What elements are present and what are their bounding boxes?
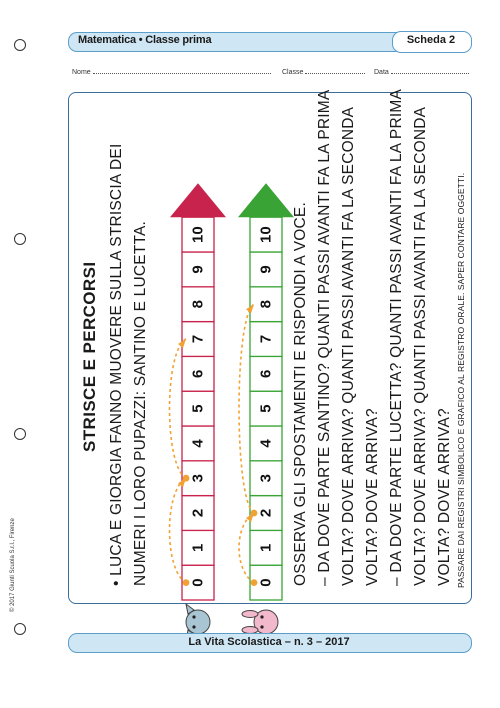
santino-jump-start-dot [183, 579, 190, 586]
lucetta-eye-icon [260, 625, 263, 628]
lucetta-strip-number: 8 [257, 300, 275, 309]
santino-strip-number: 2 [189, 508, 207, 518]
question-line: – DA DOVE PARTE SANTINO? QUANTI PASSI AVANTI FA LA PRIMA [316, 89, 333, 586]
santino-strip-number: 10 [189, 226, 207, 243]
question-line: OSSERVA GLI SPOSTAMENTI E RISPONDI A VOCE. [292, 202, 309, 586]
question-line: VOLTA? DOVE ARRIVA? [364, 408, 381, 586]
lucetta-strip-number: 4 [257, 439, 275, 448]
lucetta-strip-number: 1 [257, 543, 275, 552]
header-title: Matematica • Classe prima [78, 34, 212, 46]
lucetta-jump-start-dot [251, 579, 258, 586]
question-line: VOLTA? DOVE ARRIVA? QUANTI PASSI AVANTI FA LA SECONDA [340, 106, 357, 586]
santino-eye-icon [192, 615, 195, 618]
date-label: Data [374, 69, 389, 76]
class-label: Classe [282, 69, 304, 76]
lucetta-strip-number: 9 [257, 265, 275, 274]
sheet-number: Scheda 2 [406, 34, 456, 46]
santino-arrow-head [170, 183, 226, 217]
santino-strip-number: 7 [189, 334, 207, 344]
santino-strip-number: 8 [189, 300, 207, 309]
santino-strip-number: 9 [189, 265, 207, 274]
lucetta-strip-number: 3 [257, 474, 275, 483]
santino-strip-number: 6 [189, 369, 207, 378]
santino-jump-start-dot [183, 475, 190, 482]
santino-strip-number: 1 [189, 543, 207, 552]
worksheet-title: STRISCE E PERCORSI [80, 261, 99, 452]
lucetta-ear-icon [242, 611, 258, 618]
santino-puppet-icon [186, 610, 210, 634]
lucetta-strip-number: 10 [257, 226, 275, 243]
question-line: – DA DOVE PARTE LUCETTA? QUANTI PASSI AVANTI FA LA PRIMA [388, 88, 405, 586]
lucetta-strip-number: 6 [257, 369, 275, 378]
santino-strip-number: 4 [189, 439, 207, 448]
copyright: © 2017 Giunti Scuola S.r.l., Firenze [10, 518, 16, 612]
lucetta-strip-number: 0 [257, 578, 275, 587]
teacher-note: PASSARE DAI REGISTRI SIMBOLICO E GRAFICO AL REGISTRO ORALE. SAPER CONTARE OGGETTI. [456, 172, 466, 588]
lucetta-strip-number: 5 [257, 404, 275, 413]
question-line: VOLTA? DOVE ARRIVA? [436, 408, 453, 586]
lucetta-strip-number: 2 [257, 508, 275, 518]
name-label: Nome [72, 69, 91, 76]
lucetta-strip-number: 7 [257, 334, 275, 344]
instruction-line: • LUCA E GIORGIA FANNO MUOVERE SULLA STRISCIA DEI [108, 143, 125, 586]
santino-strip-number: 3 [189, 474, 207, 483]
santino-strip-number: 5 [189, 404, 207, 413]
lucetta-arrow-head [238, 183, 294, 217]
santino-strip-number: 0 [189, 578, 207, 587]
footer-text: La Vita Scolastica – n. 3 – 2017 [188, 636, 350, 648]
lucetta-jump-start-dot [251, 510, 258, 517]
santino-eye-icon [192, 625, 195, 628]
lucetta-eye-icon [260, 615, 263, 618]
question-line: VOLTA? DOVE ARRIVA? QUANTI PASSI AVANTI FA LA SECONDA [412, 106, 429, 586]
instruction-line: NUMERI I LORO PUPAZZI: SANTINO E LUCETTA. [132, 220, 149, 586]
